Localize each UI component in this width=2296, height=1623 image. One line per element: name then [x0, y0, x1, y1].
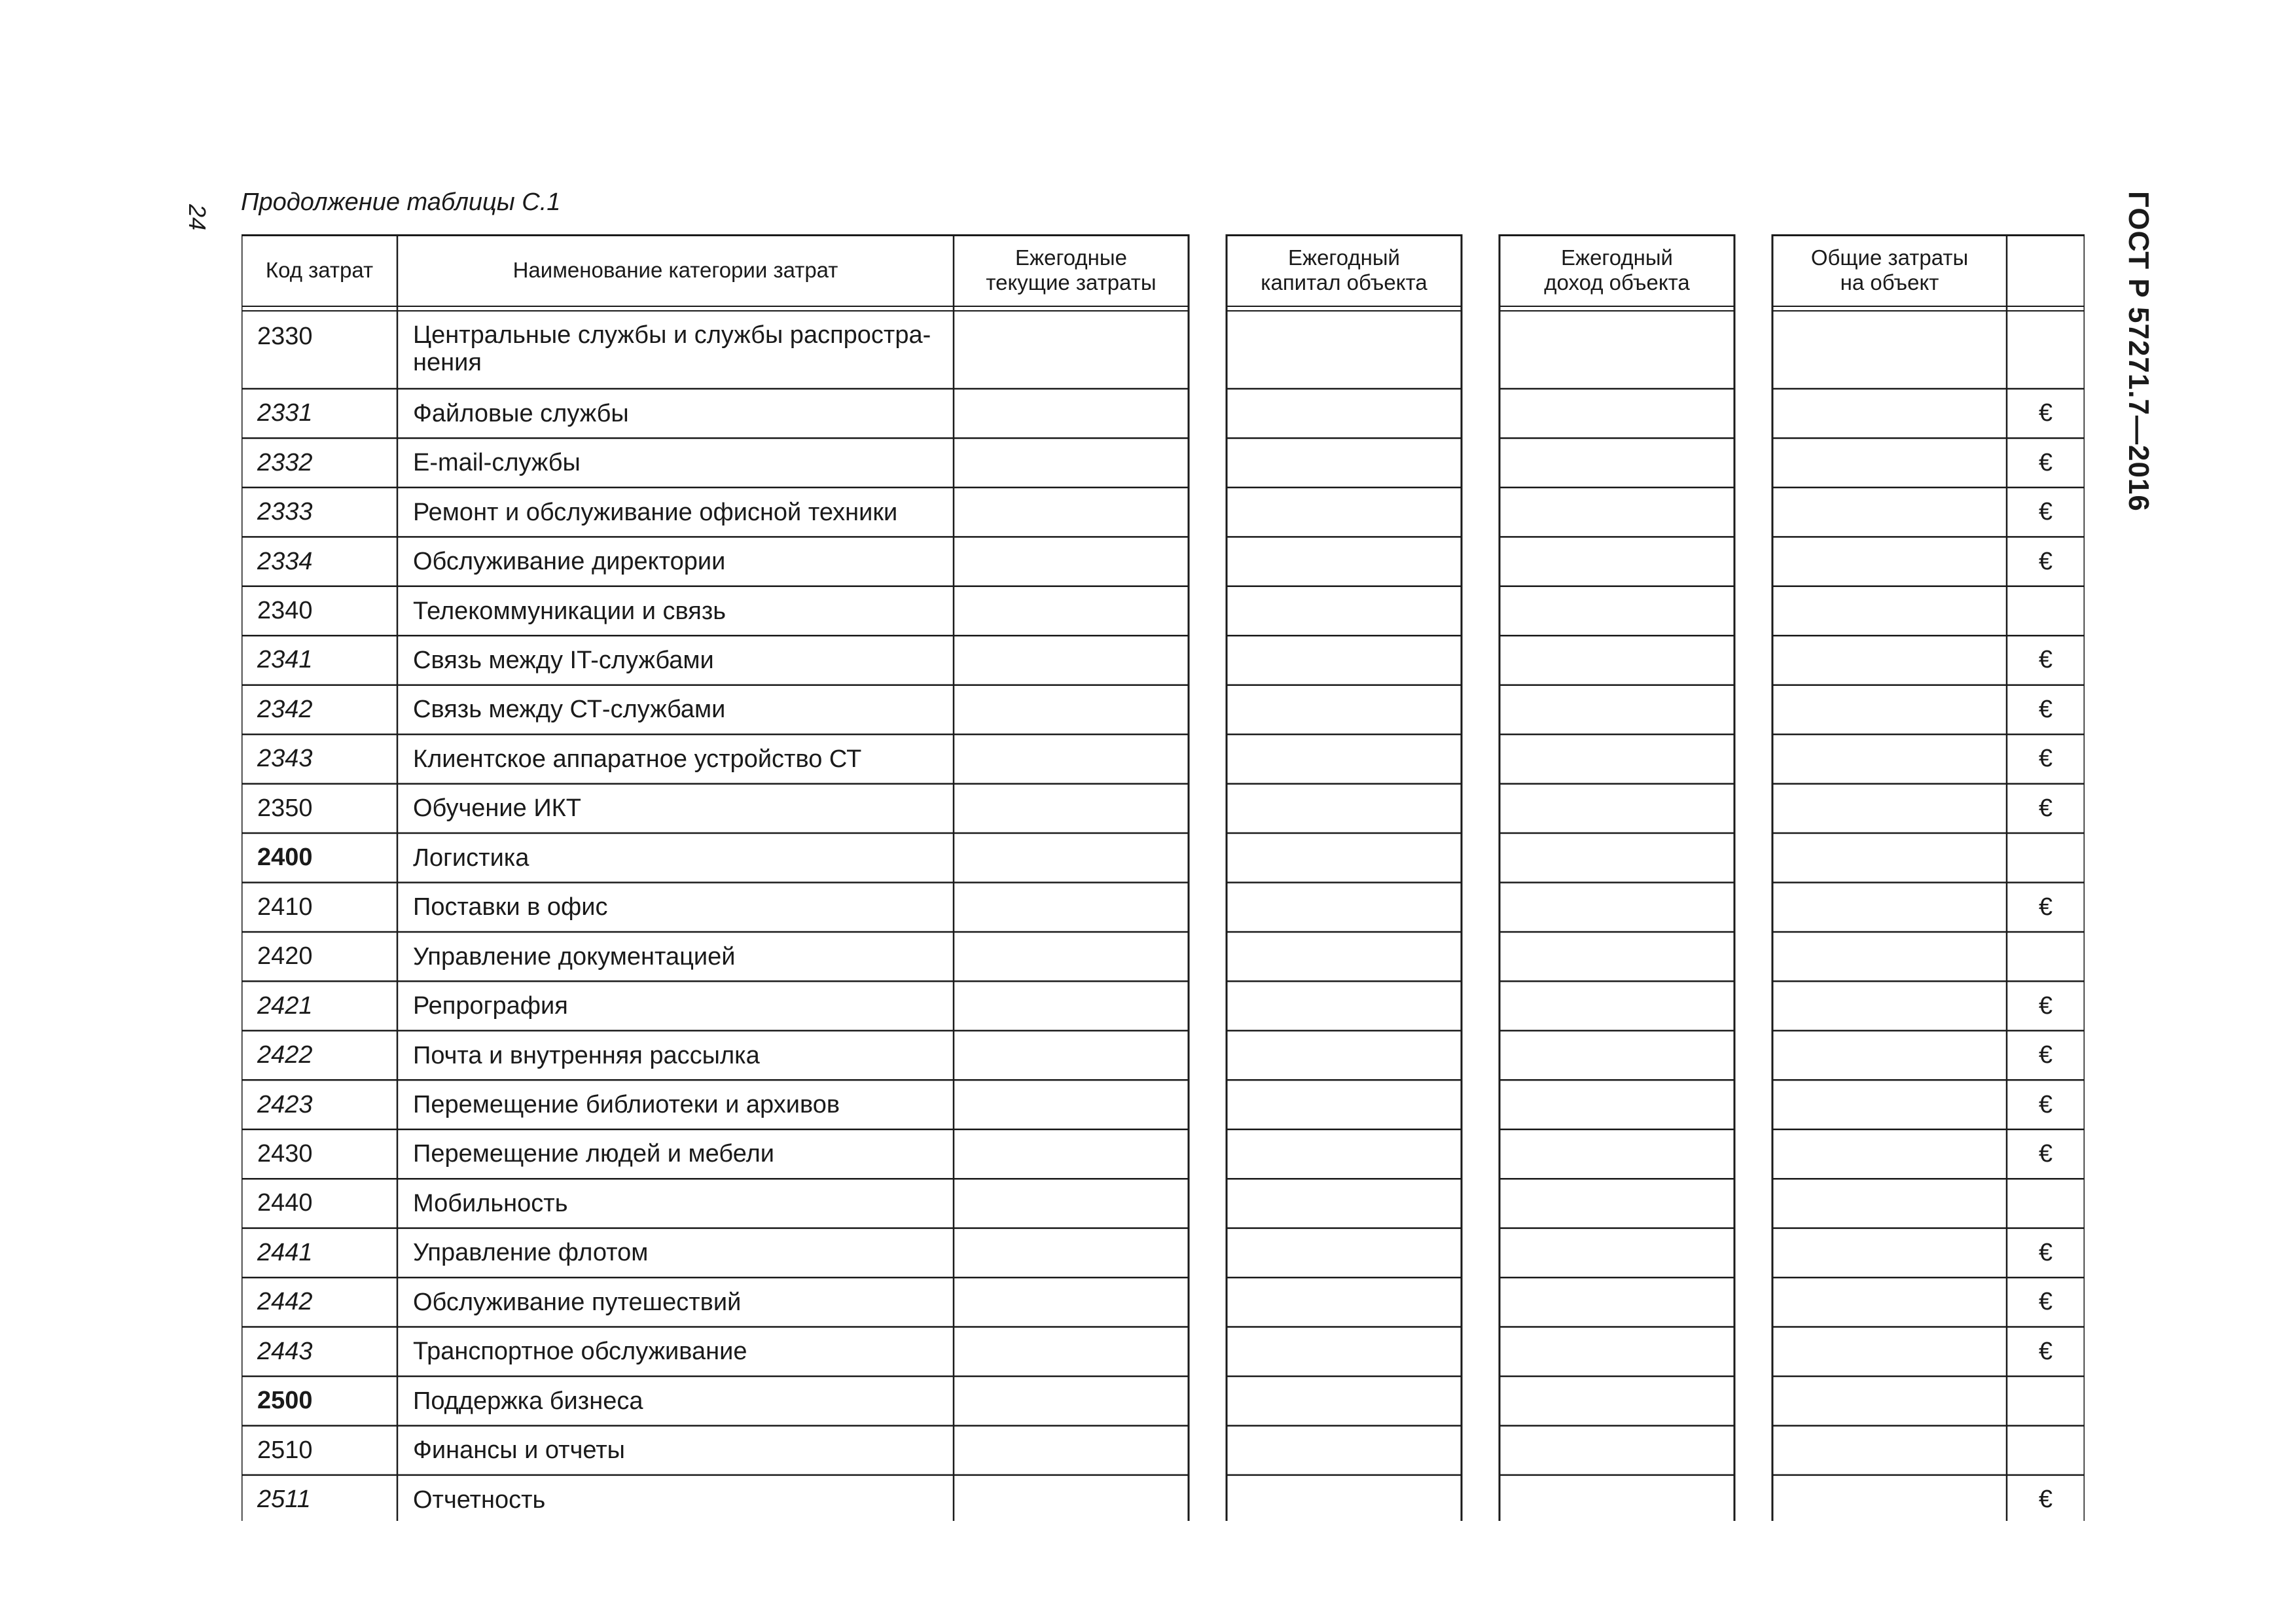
- cost-code: 2330: [257, 323, 313, 350]
- cost-code: 2331: [257, 399, 313, 427]
- cost-code: 2441: [257, 1238, 313, 1266]
- cost-code: 2510: [257, 1436, 313, 1464]
- euro-mark: €: [2038, 991, 2053, 1020]
- cost-code: 2442: [257, 1288, 313, 1316]
- cost-category-name: Обслуживание путешествий: [413, 1288, 742, 1316]
- cost-code: 2423: [257, 1090, 313, 1118]
- cost-code: 2422: [257, 1041, 313, 1069]
- cost-code: 2430: [257, 1139, 313, 1168]
- cost-category-name: Управление документацией: [413, 942, 736, 971]
- cost-category-name: Отчетность: [413, 1486, 546, 1514]
- cost-category-name: Центральные службы и службы распростра- нения: [413, 321, 931, 376]
- cost-category-name: Транспортное обслуживание: [413, 1338, 747, 1366]
- cost-category-name: Обучение ИКТ: [413, 794, 581, 823]
- euro-mark: [2007, 1376, 2085, 1425]
- euro-mark: €: [2038, 1288, 2053, 1316]
- euro-mark: [2007, 932, 2085, 981]
- cost-code: 2334: [257, 547, 313, 575]
- cost-category-name: Поддержка бизнеса: [413, 1387, 643, 1415]
- column-header: Общие затраты на объект: [1810, 245, 1969, 294]
- euro-mark: €: [2038, 1337, 2053, 1365]
- cost-category-name: Файловые службы: [413, 399, 629, 427]
- euro-mark: €: [2038, 745, 2053, 773]
- euro-mark: [2007, 1179, 2085, 1228]
- cost-category-name: Ремонт и обслуживание офисной техники: [413, 498, 898, 526]
- cost-category-name: Перемещение людей и мебели: [413, 1140, 775, 1168]
- euro-mark: €: [2038, 1486, 2053, 1514]
- cost-code: 2400: [257, 844, 313, 872]
- euro-mark: €: [2038, 794, 2053, 822]
- cost-category-name: E-mail-службы: [413, 449, 581, 477]
- cost-category-name: Телекоммуникации и связь: [413, 597, 726, 625]
- column-header: Ежегодный доход объекта: [1544, 245, 1690, 294]
- euro-mark: €: [2038, 1238, 2053, 1266]
- cost-code: 2500: [257, 1387, 313, 1415]
- page-number: 24: [184, 204, 211, 231]
- euro-mark: €: [2038, 498, 2053, 526]
- euro-mark: €: [2038, 893, 2053, 921]
- column-header: [2007, 234, 2085, 306]
- euro-mark: €: [2038, 1090, 2053, 1118]
- cost-category-name: Репрография: [413, 992, 568, 1020]
- cost-code: 2340: [257, 597, 313, 625]
- euro-mark: [2007, 311, 2085, 389]
- cost-code: 2443: [257, 1337, 313, 1365]
- cost-category-name: Связь между IT-службами: [413, 646, 714, 674]
- cost-category-name: Связь между СТ-службами: [413, 696, 726, 724]
- euro-mark: €: [2038, 547, 2053, 575]
- euro-mark: €: [2038, 695, 2053, 723]
- cost-code: 2421: [257, 991, 313, 1020]
- cost-category-name: Мобильность: [413, 1189, 568, 1217]
- cost-code: 2333: [257, 498, 313, 526]
- cost-category-name: Поставки в офис: [413, 893, 608, 921]
- euro-mark: €: [2038, 1139, 2053, 1168]
- cost-code: 2342: [257, 695, 313, 723]
- cost-category-name: Управление флотом: [413, 1239, 649, 1267]
- cost-category-name: Клиентское аппаратное устройство СТ: [413, 745, 862, 773]
- cost-category-name: Перемещение библиотеки и архивов: [413, 1091, 840, 1119]
- table-caption: Продолжение таблицы С.1: [241, 188, 561, 216]
- cost-code: 2350: [257, 794, 313, 822]
- cost-code: 2440: [257, 1189, 313, 1217]
- cost-category-name: Почта и внутренняя рассылка: [413, 1041, 760, 1069]
- cost-code: 2343: [257, 745, 313, 773]
- euro-mark: [2007, 1425, 2085, 1474]
- cost-code: 2410: [257, 893, 313, 921]
- column-header: Ежегодные текущие затраты: [986, 245, 1157, 294]
- euro-mark: €: [2038, 448, 2053, 476]
- cost-code: 2332: [257, 448, 313, 476]
- cost-code: 2420: [257, 942, 313, 971]
- cost-code: 2341: [257, 646, 313, 674]
- cost-category-name: Финансы и отчеты: [413, 1436, 625, 1465]
- cost-category-name: Логистика: [413, 844, 529, 872]
- euro-mark: [2007, 833, 2085, 882]
- euro-mark: €: [2038, 646, 2053, 674]
- cost-code: 2511: [257, 1486, 311, 1514]
- column-header: Код затрат: [265, 258, 374, 282]
- column-header: Ежегодный капитал объекта: [1261, 245, 1427, 294]
- euro-mark: €: [2038, 399, 2053, 427]
- standard-designation: ГОСТ Р 57271.7—2016: [2123, 191, 2155, 512]
- column-header: Наименование категории затрат: [512, 258, 838, 282]
- cost-category-name: Обслуживание директории: [413, 548, 726, 576]
- euro-mark: €: [2038, 1041, 2053, 1069]
- cost-table: [242, 234, 2085, 1521]
- euro-mark: [2007, 586, 2085, 635]
